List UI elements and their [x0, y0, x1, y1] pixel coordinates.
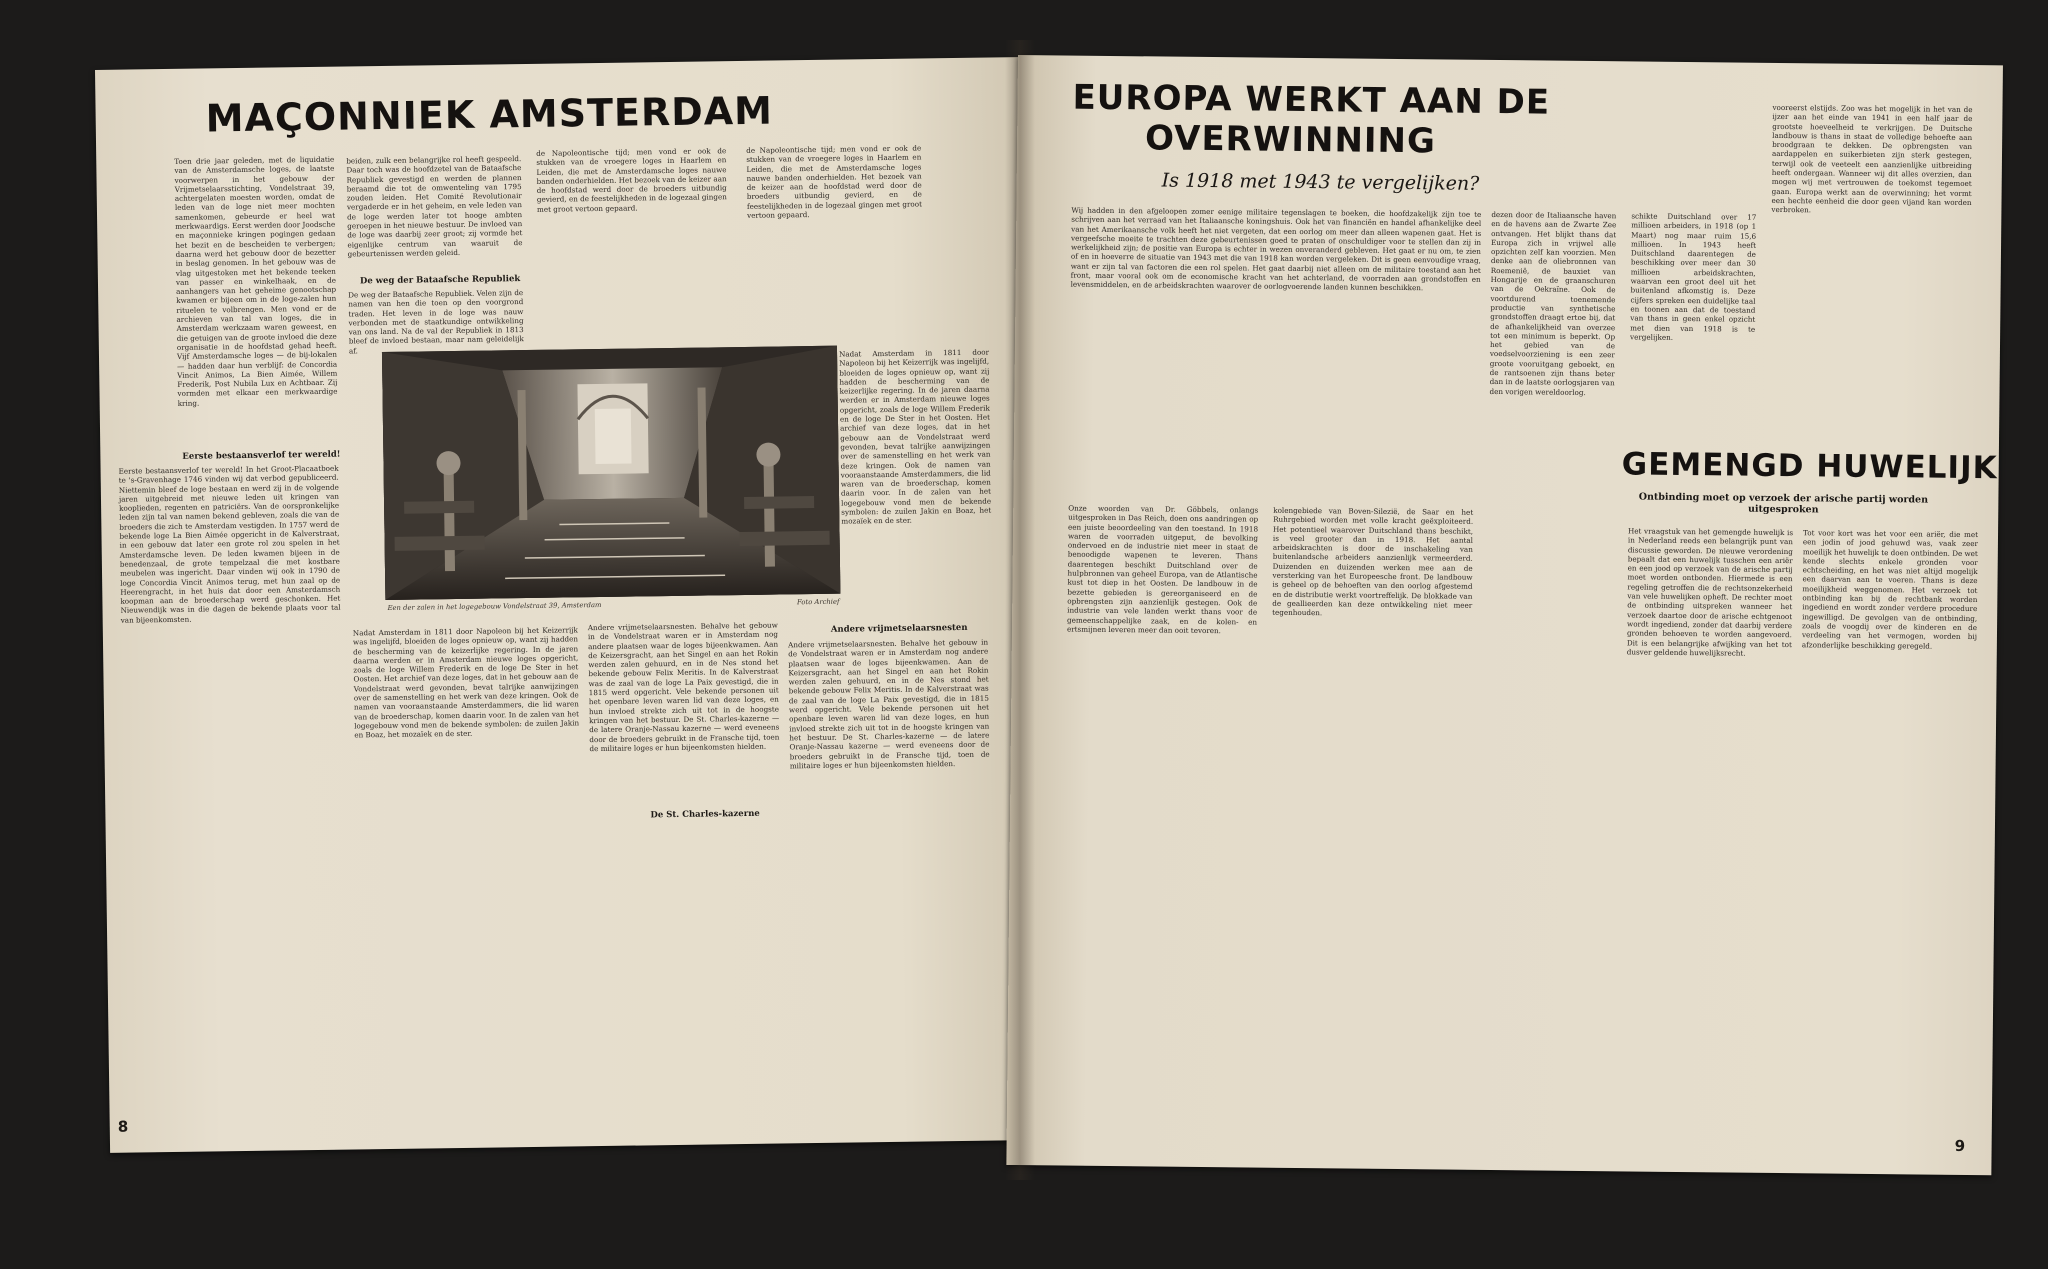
- photo-caption-text: Een der zalen in het logegebouw Vondelstraat 39, Amsterdam: [387, 600, 602, 612]
- right-column-7: Het vraagstuk van het gemengde huwelijk is in Nederland reeds een belangrijk punt van discussie geworden. De nieuwe verordening bepaalt dat een huwelijk tusschen een ariër en een jood op verzoek van de arische partij moet worden ontbonden. Hiermede is een regeling getroffen die de rechtsonzekerheid van vele huwelijken opheft. De rechter moet de ontbinding uitspreken wanneer het verzoek daartoe door de arische echtgenoot wordt ingediend, zonder dat daarbij verdere gronden behoeven te worden aangevoerd. Dit is een belangrijke afwijking van het tot dusver geldende huwelijksrecht.: [1626, 526, 1796, 658]
- left-column-8: Andere vrijmetselaarsnesten. Behalve het gebouw in de Vondelstraat waren er in Amsterdam nog andere plaatsen waar de loges bijeenkwamen. Aan de Keizersgracht, aan het Singel en aan het Rokin werden zalen gehuurd, en in de Nes stond het bekende gebouw Felix Meritis. In de Kalverstraat was de zaal van de loge La Paix gevestigd, die in 1815 werd opgericht. Vele bekende personen uit het openbare leven waren lid van deze loges, en hun invloed strekte zich uit tot in de hoogste kringen van het bestuur. De St. Charles-kazerne — de latere Oranje-Nassau kazerne — werd eveneens door de broeders gebruikt in de Fransche tijd, toen de militaire loges er hun bijeenkomsten hielden.: [587, 620, 782, 754]
- left-page-number: 8: [117, 1117, 129, 1136]
- left-column-3: beiden, zulk een belangrijke rol heeft gespeeld. Daar toch was de hoofdzetel van de Bataafsche Republiek gevestigd en werden de plannen beraamd die tot de omwenteling van 1795 zouden leiden. Het Comité Revolutionair vergaderde er in het geheim, en vele leden van de loge werden later tot hooge ambten geroepen in het nieuwe bestuur. De invloed van de loge was daarbij zeer groot; zij vormde het eigenlijke centrum van waaruit de gebeurtenissen werden geleid.: [346, 154, 525, 259]
- right-headline-line1: EUROPA WERKT AAN DE: [1072, 77, 1551, 123]
- left-column-1: Toen drie jaar geleden, met de liquidatie van de Amsterdamsche loges, de laatste voorwerpen in het gebouw der Vrijmetselaarsstichting, Vondelstraat 39, achtergelaten moesten worden, omdat de leden van de loge niet meer mochten samenkomen, gebeurde er heel wat merkwaardigs. Eerst werden door Joodsche en maçonnieke kringen pogingen gedaan het bezit en de bescheiden te verbergen; daarna werd het gebouw door de bezetter in beslag genomen. In het gebouw was de vlag uitgestoken met het bekende teeken van passer en winkelhaak, en de aanhangers van het geheime genootschap kwamen er bijeen om in de loge-zalen hun rituelen te volbrengen. Men vond er de archieven van tal van loges, die in Amsterdam werkzaam waren geweest, en die getuigen van de groote invloed die deze organisatie in de hoofdstad gehad heeft. Vijf Amsterdamsche loges — de bij-lokalen — hadden daar hun verblijf: de Concordia Vincit Animos, La Bien Aimée, Willem Frederik, Post Nubila Lux en Achtbaar. Zij vormden met elkaar een merkwaardige kring.: [174, 154, 340, 408]
- right-page-number: 9: [1954, 1136, 1966, 1155]
- right-subheadline: Is 1918 met 1943 te vergelijken?: [1161, 169, 1480, 195]
- left-section-head-4: De St. Charles-kazerne: [650, 808, 760, 821]
- left-column-4: De weg der Bataafsche Republiek. Velen zijn de namen van hen die toen op den voorgrond traden. Het leven in de loge was nauw verbonden met de staatkundige ontwikkeling van ons land. Na de val der Republiek in 1813 bleef de invloed bestaan, maar nam geleidelijk af.: [348, 288, 527, 356]
- left-headline: MAÇONNIEK AMSTERDAM: [205, 88, 774, 141]
- right-second-subheadline: Ontbinding moet op verzoek der arische partij worden uitgesproken: [1638, 491, 1929, 516]
- right-column-1: Wij hadden in den afgeloopen zomer eenige militaire tegenslagen te boeken, die hoofdzakelijk zijn toe te schrijven aan het verraad van het Italiaansche koningshuis. Ook het van financiën en handel afhankelijke deel van het Amerikaansche volk heeft het niet vergeten, dat een oorlog om meer dan alleen wapenen gaat. Het is vergeefsche moeite te trachten deze gebeurtenissen goed te praten of onschuldiger voor te stellen dan zij in werkelijkheid zijn; de positie van Europa is echter in wezen onveranderd gebleven. Het gaat er nu om, te zien of en in hoeverre de situatie van 1943 met die van 1918 kan worden vergeleken. Dit is geen eenvoudige vraag, want er zijn tal van factoren die een rol spelen. Het gaat daarbij niet alleen om de militaire toestand aan het front, maar vooral ook om de economische kracht van het achterland, de voorraden aan grondstoffen en levensmiddelen, en de arbeidskrachten waarover de oorlogvoerende landen kunnen beschikken.: [1070, 205, 1484, 293]
- right-column-3: kolengebiede van Boven-Silezië, de Saar en het Ruhrgebied worden met volle kracht geëxploiteerd. Het potentieel waarover Duitschland thans beschikt, is veel grooter dan in 1918. Het aantal arbeidskrachten is door de inschakeling van buitenlandsche arbeiders aanzienlijk vermeerderd. Duizenden en duizenden werken mee aan de versterking van het Europeesche front. De landbouw is geheel op de behoeften van den oorlog afgestemd en de distributie werkt voortreffelijk. De blokkade van de geallieerden kan deze ontwikkeling niet meer tegenhouden.: [1272, 505, 1476, 618]
- right-column-6: vooreerst elstijds. Zoo was het mogelijk in het van de ijzer aan het einde van 1941 in een half jaar de grootste hoeveelheid te verkrijgen. De Duitsche landbouw is thans in staat de volledige behoefte aan broodgraan te dekken. De opbrengsten van aardappelen en suikerbieten zijn sterk gestegen, terwijl ook de veeteelt een aanzienlijke uitbreiding heeft ondergaan. Wanneer wij dit alles overzien, dan mogen wij met vertrouwen de toekomst tegemoet gaan. Europa werkt aan de overwinning; het vormt een hechte eenheid die door geen vijand kan worden verbroken.: [1771, 102, 1975, 215]
- right-column-5: schikte Duitschland over 17 millioen arbeiders, in 1918 (op 1 Maart) nog maar ruim 15,6 millioen. In 1943 heeft Duitschland daarentegen de beschikking over meer dan 30 millioen arbeidskrachten, waarvan een groot deel uit het buitenland afkomstig is. Deze cijfers spreken een duidelijke taal en toonen aan dat de toestand van thans in geen enkel opzicht met dien van 1918 is te vergelijken.: [1630, 211, 1759, 342]
- lodge-hall-photo: [382, 346, 840, 600]
- right-headline-line2: OVERWINNING: [1144, 118, 1437, 162]
- left-section-head-3: Andere vrijmetselaarsnesten: [830, 622, 968, 635]
- right-second-headline: GEMENGD HUWELIJK: [1621, 446, 1998, 487]
- lodge-hall-image: [382, 346, 840, 600]
- left-column-6: de Napoleontische tijd; men vond er ook de stukken van de vroegere loges in Haarlem en Leiden, die met de Amsterdamsche loges nauwe banden onderhielden. Het bezoek van de keizer aan de hoofdstad werd door de broeders uitbundig gevierd, en de feestelijkheden in de logezaal gingen met groot vertoon gepaard.: [536, 146, 730, 214]
- left-column-5: Nadat Amsterdam in 1811 door Napoleon bij het Keizerrijk was ingelijfd, bloeiden de loges opnieuw op, want zij hadden de bescherming van de keizerlijke regering. In de jaren daarna werden er in Amsterdam nieuwe loges opgericht, zoals de loge Willem Frederik en de loge De Ster in het Oosten. Het archief van deze loges, dat in het gebouw aan de Vondelstraat werd gevonden, bevat talrijke aanwijzingen over de samenstelling en het werk van deze kringen. Ook de namen van vooraanstaande Amsterdammers, die lid waren van de broederschap, komen daarin voor. In de zalen van het logegebouw vond men de bekende symbolen: de zuilen Jakin en Boaz, het mozaïek en de ster.: [352, 625, 582, 740]
- left-column-10: Nadat Amsterdam in 1811 door Napoleon bij het Keizerrijk was ingelijfd, bloeiden de loges opnieuw op, want zij hadden de bescherming van de keizerlijke regering. In de jaren daarna werden er in Amsterdam nieuwe loges opgericht, zoals de loge Willem Frederik en de loge De Ster in het Oosten. Het archief van deze loges, dat in het gebouw aan de Vondelstraat werd gevonden, bevat talrijke aanwijzingen over de samenstelling en het werk van deze kringen. Ook de namen van vooraanstaande Amsterdammers, die lid waren van de broederschap, komen daarin voor. In de zalen van het logegebouw vond men de bekende symbolen: de zuilen Jakin en Boaz, het mozaïek en de ster.: [838, 347, 994, 526]
- right-column-4: dezen door de Italiaansche haven en de havens aan de Zwarte Zee ontvangen. Het blijkt thans dat Europa zich in vrijwel alle opzichten zelf kan voorzien. Men denke aan de oliebronnen van Roemenië, de bauxiet van Hongarije en de graanschuren van de Oekraïne. Ook de voortdurend toenemende productie van synthetische grondstoffen draagt ertoe bij, dat de afhankelijkheid van overzee tot een minimum is beperkt. Op het gebied van de voedselvoorziening is een zeer groote vooruitgang geboekt, en de rantsoenen zijn thans beter dan in de laatste oorlogsjaren van den vorigen wereldoorlog.: [1489, 209, 1619, 397]
- photo-caption: [387, 598, 839, 612]
- right-page: [1006, 55, 2003, 1175]
- left-section-head-2: Eerste bestaansverlof ter wereld!: [182, 449, 341, 462]
- right-column-2: Onze woorden van Dr. Göbbels, onlangs uitgesproken in Das Reich, doen ons aandringen op een juiste beoordeeling van den toestand. In 1918 waren de voorraden uitgeput, de bevolking ondervoed en de industrie niet meer in staat de benoodigde wapenen te leveren. Thans daarentegen beschikt Duitschland over de hulpbronnen van geheel Europa, van de Atlantische kust tot diep in het Oosten. De landbouw in de bezette gebieden is gereorganiseerd en de opbrengsten zijn aanzienlijk gestegen. Ook de industrie van vele landen werkt thans voor de gemeenschappelijke zaak, en de kolen- en ertsmijnen leveren meer dan ooit tevoren.: [1066, 503, 1261, 636]
- photo-credit: Foto Archief: [796, 597, 840, 607]
- left-column-9: Andere vrijmetselaarsnesten. Behalve het gebouw in de Vondelstraat waren er in Amsterdam nog andere plaatsen waar de loges bijeenkwamen. Aan de Keizersgracht, aan het Singel en aan het Rokin werden zalen gehuurd, en in de Nes stond het bekende gebouw Felix Meritis. In de Kalverstraat was de zaal van de loge La Paix gevestigd, die in 1815 werd opgericht. Vele bekende personen uit het openbare leven waren lid van deze loges, en hun invloed strekte zich uit tot in de hoogste kringen van het bestuur. De St. Charles-kazerne — de latere Oranje-Nassau kazerne — werd eveneens door de broeders gebruikt in de Fransche tijd, toen de militaire loges er hun bijeenkomsten hielden.: [788, 637, 992, 771]
- left-column-2: Eerste bestaansverlof ter wereld! In het Groot-Placaatboek te 's-Gravenhage 1746 vinden wij dat verbod gepubliceerd. Niettemin bleef de loge bestaan en werd zij in de volgende jaren uitgebreid met nieuwe leden uit kringen van kooplieden, regenten en patriciërs. Van de oorspronkelijke leden zijn tal van namen bekend gebleven, zoals die van de broeders die zich te Amsterdam vestigden. In 1757 werd de bekende loge La Bien Aimée opgericht in de Kalverstraat, in een gebouw dat later een grote rol zou spelen in het Amsterdamsche leven. De leden kwamen bijeen in de benedenzaal, de grote tempelzaal die met kostbare meubelen was ingericht. Daar vinden wij ook in 1790 de loge Concordia Vincit Animos terug, met hun zaal op de Heerengracht, in het huis dat door een Amsterdamsch koopman aan de broederschap werd geschonken. Het Nieuwendijk was in die dagen de bekende plaats voor tal van bijeenkomsten.: [118, 463, 343, 625]
- left-section-head-1: De weg der Bataafsche Republiek: [359, 274, 521, 287]
- left-page: [95, 57, 1045, 1153]
- left-column-7: de Napoleontische tijd; men vond er ook de stukken van de vroegere loges in Haarlem en Leiden, die met de Amsterdamsche loges nauwe banden onderhielden. Het bezoek van de keizer aan de hoofdstad werd door de broeders uitbundig gevierd, en de feestelijkheden in de logezaal gingen met groot vertoon gepaard.: [746, 143, 925, 220]
- right-column-8: Tot voor kort was het voor een ariër, die met een jodin of jood gehuwd was, vaak zeer moeilijk het huwelijk te doen ontbinden. De wet kende slechts enkele gronden voor echtscheiding, en het was niet altijd mogelijk een daarvan aan te voeren. Thans is deze moeilijkheid weggenomen. Het verzoek tot ontbinding kan bij de rechtbank worden ingediend en wordt zonder verdere procedure ingewilligd. De gevolgen van de ontbinding, zoals de voogdij over de kinderen en de verdeeling van het vermogen, worden bij afzonderlijke beschikking geregeld.: [1801, 528, 1981, 651]
